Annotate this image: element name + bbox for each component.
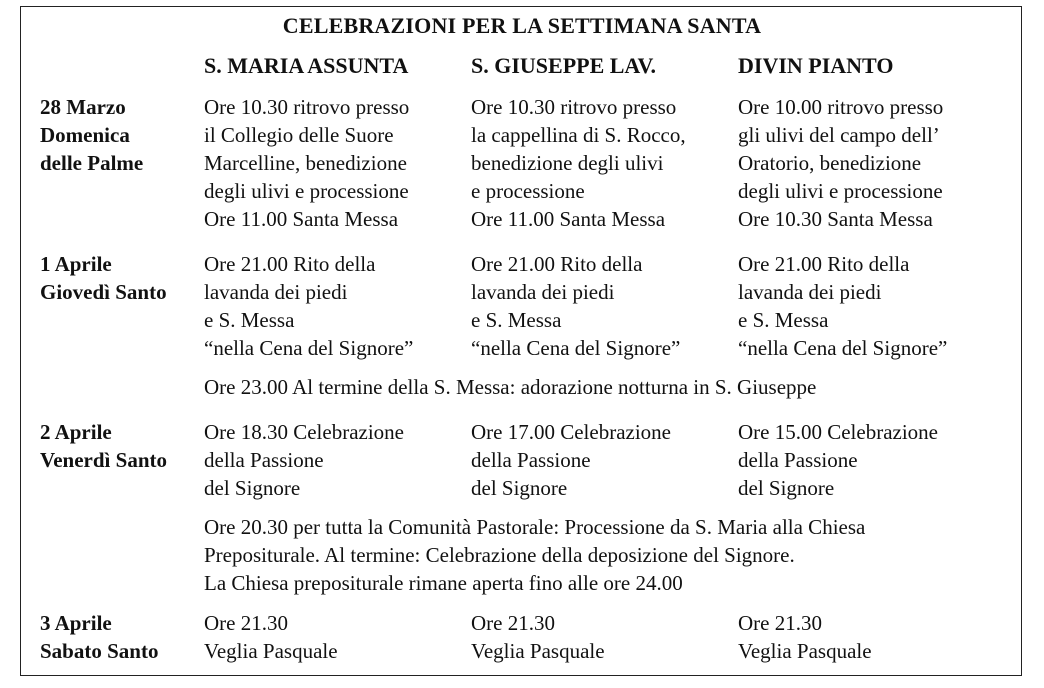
- day-line: Sabato Santo: [40, 639, 159, 663]
- day-line: 28 Marzo: [40, 95, 126, 119]
- schedule-cell-palm-sunday-s-giuseppe: [471, 93, 686, 233]
- cell-line: Oratorio, benedizione: [738, 151, 922, 175]
- cell-line: e S. Messa: [204, 308, 295, 332]
- note-line: Ore 23.00 Al termine della S. Messa: adorazione notturna in S. Giuseppe: [204, 375, 817, 399]
- column-header-divin-pianto: DIVIN PIANTO: [738, 53, 894, 78]
- cell-line: lavanda dei piedi: [738, 280, 882, 304]
- day-line: delle Palme: [40, 151, 144, 175]
- schedule-cell-holy-saturday-s-giuseppe: [471, 609, 605, 665]
- day-label-good-friday: [40, 418, 167, 474]
- cell-line: Ore 21.00 Rito della: [738, 252, 910, 276]
- cell-line: degli ulivi e processione: [204, 179, 409, 203]
- note-good-friday: [204, 513, 865, 597]
- cell-line: benedizione degli ulivi: [471, 151, 664, 175]
- cell-line: lavanda dei piedi: [204, 280, 348, 304]
- cell-line: degli ulivi e processione: [738, 179, 943, 203]
- cell-line: Ore 18.30 Celebrazione: [204, 420, 405, 444]
- cell-line: Ore 10.30 ritrovo presso: [471, 95, 677, 119]
- cell-line: della Passione: [204, 448, 324, 472]
- day-line: 2 Aprile: [40, 420, 112, 444]
- schedule-cell-holy-saturday-s-maria: [204, 609, 338, 665]
- schedule-cell-holy-thursday-s-maria: [204, 250, 413, 362]
- note-line: Ore 20.30 per tutta la Comunità Pastorale: Processione da S. Maria alla Chiesa: [204, 515, 866, 539]
- column-header-s-giuseppe-lav: S. GIUSEPPE LAV.: [471, 53, 657, 78]
- cell-line: Veglia Pasquale: [204, 639, 338, 663]
- cell-line: e S. Messa: [738, 308, 829, 332]
- day-line: 1 Aprile: [40, 252, 112, 276]
- cell-line: Ore 10.00 ritrovo presso: [738, 95, 944, 119]
- cell-line: Ore 21.00 Rito della: [471, 252, 643, 276]
- cell-line: Veglia Pasquale: [738, 639, 872, 663]
- cell-line: “nella Cena del Signore”: [471, 336, 681, 360]
- day-line: Giovedì Santo: [40, 280, 167, 304]
- day-label-holy-thursday: [40, 250, 167, 306]
- column-header-s-maria-assunta: S. MARIA ASSUNTA: [204, 53, 409, 78]
- page-title: CELEBRAZIONI PER LA SETTIMANA SANTA: [282, 13, 762, 38]
- cell-line: Ore 15.00 Celebrazione: [738, 420, 939, 444]
- cell-line: e S. Messa: [471, 308, 562, 332]
- cell-line: lavanda dei piedi: [471, 280, 615, 304]
- schedule-cell-good-friday-s-giuseppe: [471, 418, 671, 502]
- schedule-cell-holy-saturday-divin-pianto: [738, 609, 872, 665]
- schedule-cell-good-friday-s-maria: [204, 418, 404, 502]
- cell-line: Ore 11.00 Santa Messa: [204, 207, 399, 231]
- cell-line: del Signore: [204, 476, 301, 500]
- cell-line: Ore 17.00 Celebrazione: [471, 420, 672, 444]
- schedule-cell-holy-thursday-s-giuseppe: [471, 250, 680, 362]
- cell-line: “nella Cena del Signore”: [738, 336, 948, 360]
- day-line: 3 Aprile: [40, 611, 112, 635]
- cell-line: del Signore: [738, 476, 835, 500]
- day-label-holy-saturday: [40, 609, 158, 665]
- cell-line: Ore 21.00 Rito della: [204, 252, 376, 276]
- cell-line: Ore 21.30: [738, 611, 822, 635]
- cell-line: Ore 10.30 Santa Messa: [738, 207, 933, 231]
- cell-line: “nella Cena del Signore”: [204, 336, 414, 360]
- cell-line: Ore 11.00 Santa Messa: [471, 207, 666, 231]
- schedule-cell-palm-sunday-s-maria: [204, 93, 409, 233]
- day-line: Venerdì Santo: [40, 448, 167, 472]
- day-line: Domenica: [40, 123, 130, 147]
- day-label-palm-sunday: [40, 93, 143, 177]
- cell-line: il Collegio delle Suore: [204, 123, 394, 147]
- cell-line: della Passione: [471, 448, 591, 472]
- schedule-cell-palm-sunday-divin-pianto: [738, 93, 943, 233]
- schedule-cell-holy-thursday-divin-pianto: [738, 250, 947, 362]
- cell-line: Ore 21.30: [471, 611, 555, 635]
- cell-line: Ore 21.30: [204, 611, 288, 635]
- schedule-cell-good-friday-divin-pianto: [738, 418, 938, 502]
- cell-line: Veglia Pasquale: [471, 639, 605, 663]
- cell-line: gli ulivi del campo dell’: [738, 123, 940, 147]
- note-line: La Chiesa prepositurale rimane aperta fino alle ore 24.00: [204, 571, 683, 595]
- note-holy-thursday: [204, 373, 816, 401]
- cell-line: e processione: [471, 179, 585, 203]
- cell-line: Marcelline, benedizione: [204, 151, 407, 175]
- cell-line: della Passione: [738, 448, 858, 472]
- cell-line: del Signore: [471, 476, 568, 500]
- cell-line: Ore 10.30 ritrovo presso: [204, 95, 410, 119]
- cell-line: la cappellina di S. Rocco,: [471, 123, 686, 147]
- note-line: Prepositurale. Al termine: Celebrazione della deposizione del Signore.: [204, 543, 795, 567]
